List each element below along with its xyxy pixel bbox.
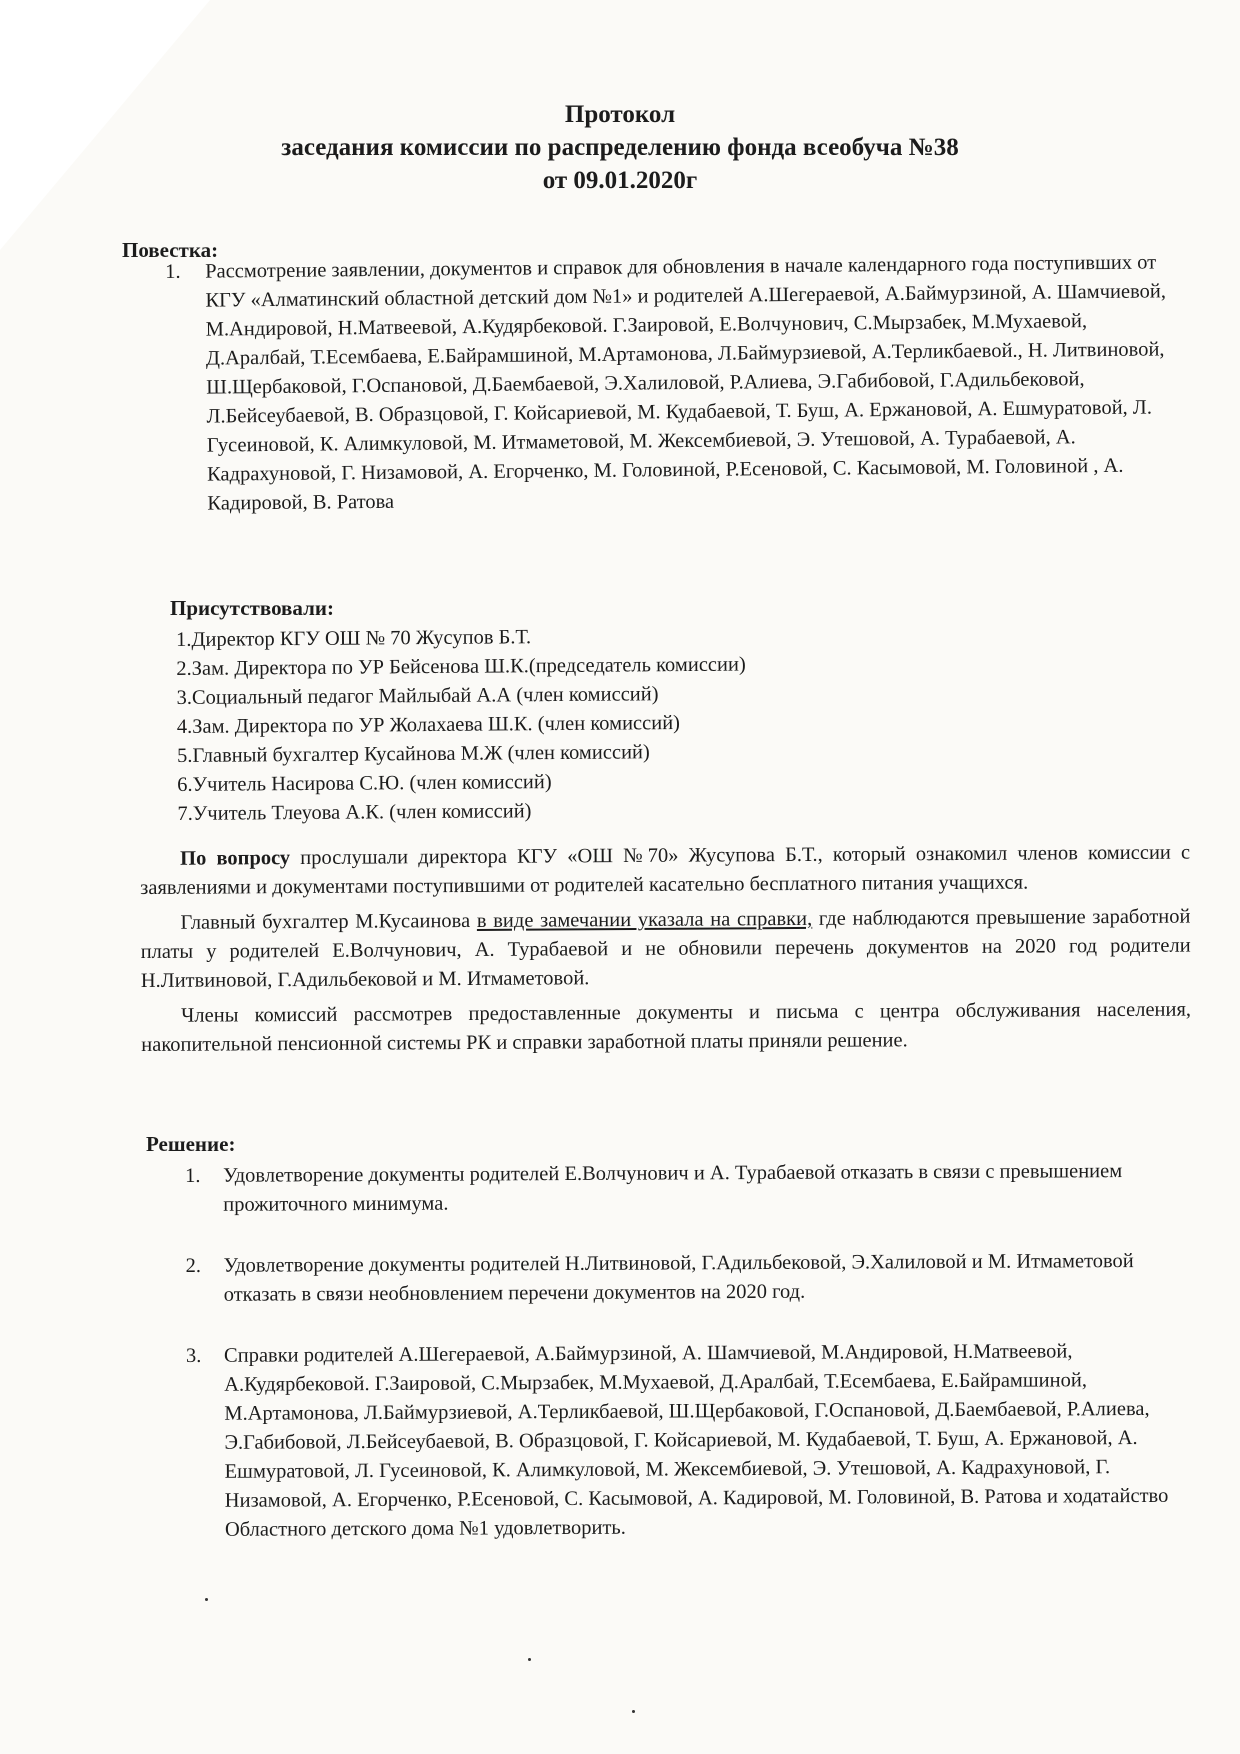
document-title: Протокол [564, 101, 676, 128]
decision-heading: Решение: [146, 1132, 236, 1156]
decision-item [186, 1337, 1192, 1545]
discussion-paragraph-1 [140, 839, 1190, 903]
scan-speck [205, 1598, 208, 1601]
present-member: 5.Главный бухгалтер Кусайнова М.Ж (член комиссий) [176, 741, 650, 767]
decision-list [185, 1157, 1192, 1577]
discussion-section [140, 839, 1191, 1066]
agenda-list [165, 248, 1187, 519]
discussion-p2-start: Главный бухгалтер М.Кусаинова [180, 909, 477, 934]
agenda-item-text: Рассмотрение заявлении, документов и справок для обновления в начале календарного года поступивших от КГУ «Алматинский областной детский дом №1» и родителей А.Шегераевой, А.Баймурзиной, А. Шамчиевой, М.Андировой, Н.Матвеевой, А.Кудярбековой. Г.Заировой, Е.Волчунович, С.Мырзабек, М.Мухаевой, Д.Аралбай, Т.Есембаева, Е.Байрамшиной, М.Артамонова, Л.Баймурзиевой, А.Терликбаевой., Н. Литвиновой, Ш.Щербаковой, Г.Оспановой, Д.Баембаевой, Э.Халиловой, Р.Алиева, Э.Габибовой, Г.Адильбековой, Л.Бейсеубаевой, В. Образцовой, Г. Койсариевой, М. Кудабаевой, Т. Буш, А. Ержановой, А. Ешмуратовой, Л. Гусеиновой, К. Алимкуловой, М. Итмаметовой, М. Жексембиевой, Э. Утешовой, А. Турабаевой, А. Кадрахуновой, Г. Низамовой, А. Егорченко, М. Головиной, Р.Есеновой, С. Касымовой, М. Головиной , А. Кадировой, В. Ратова [205, 251, 1167, 515]
decision-item-text: Справки родителей А.Шегераевой, А.Баймурзиной, А. Шамчиевой, М.Андировой, Н.Матвеевой, А.Кудярбековой. Г.Заировой, С.Мырзабек, М.Мухаевой, Д.Аралбай, Т.Есембаева, Е.Байрамшиной, М.Артамонова, Л.Баймурзиевой, А.Терликбаевой, Ш.Щербаковой, Г.Оспановой, Д.Баембаевой, Р.Алиева, Э.Габибовой, Л.Бейсеубаевой, В. Образцовой, Г. Койсариевой, М. Кудабаевой, Т. Буш, А. Ержановой, А. Ешмуратовой, Л. Гусеиновой, К. Алимкуловой, М. Жексембиевой, Э. Утешовой, А. Кадрахуновой, Г. Низамовой, А. Егорченко, Р.Есеновой, С. Касымовой, А. Кадировой, М. Головиной, В. Ратова и ходатайство Областного детского дома №1 удовлетворить. [223, 1340, 1169, 1541]
document-date: от 09.01.2020г [542, 167, 698, 194]
decision-item [185, 1157, 1190, 1220]
discussion-p2-end: где наблюдаются превышение заработной платы у родителей Е.Волчунович, А. Турабаевой и не обновили перечень документов на 2020 год родители Н.Литвиновой, Г.Адильбековой и М. Итмаметовой. [140, 905, 1191, 992]
present-member: 1.Директор КГУ ОШ № 70 Жусупов Б.Т. [176, 626, 532, 651]
discussion-paragraph-3: Члены комиссий рассмотрев предоставленные документы и письма с центра обслуживания населения, накопительной пенсионной системы РК и справки заработной платы приняли решение. [141, 998, 1192, 1056]
decision-item-number: 3. [185, 1344, 202, 1367]
present-member: 7.Учитель Тлеуова А.К. (член комиссий) [177, 800, 532, 825]
decision-item-number: 1. [185, 1164, 201, 1187]
discussion-p1-text: прослушали директора КГУ «ОШ №70» Жусупова Б.Т., который ознакомил членов комиссии с заявлениями и документами поступившими от родителей касательно бесплатного питания учащихся. [140, 841, 1191, 899]
present-heading: Присутствовали: [170, 596, 334, 620]
agenda-heading: Повестка: [122, 238, 219, 262]
discussion-p2-underlined: в виде замечании указала на справки, [476, 907, 813, 932]
decision-item [185, 1247, 1190, 1310]
present-member: 4.Зам. Директора по УР Жолахаева Ш.К. (член комиссий) [176, 712, 681, 738]
document-subtitle: заседания комиссии по распределению фонда всеобуча №38 [281, 134, 959, 161]
present-member: 3.Социальный педагог Майлыбай А.А (член комиссий) [176, 683, 659, 709]
scan-speck [528, 1658, 531, 1661]
agenda-item-number: 1. [165, 260, 181, 283]
present-member: 2.Зам. Директора по УР Бейсенова Ш.К.(председатель комиссии) [176, 653, 746, 680]
decision-item-number: 2. [185, 1254, 201, 1277]
decision-item-text: Удовлетворение документы родителей Е.Волчунович и А. Турабаевой отказать в связи с превышением прожиточного минимума. [223, 1160, 1123, 1216]
present-list [176, 620, 938, 829]
discussion-bold-lead: По вопросу [180, 847, 291, 870]
scan-speck [632, 1710, 635, 1713]
present-member: 6.Учитель Насирова С.Ю. (член комиссий) [177, 771, 552, 796]
decision-item-text: Удовлетворение документы родителей Н.Литвиновой, Г.Адильбековой, Э.Халиловой и М. Итмаметовой отказать в связи необновлением перечени документов на 2020 год. [223, 1250, 1134, 1306]
document-header [0, 98, 1240, 197]
discussion-paragraph-2 [140, 903, 1191, 996]
